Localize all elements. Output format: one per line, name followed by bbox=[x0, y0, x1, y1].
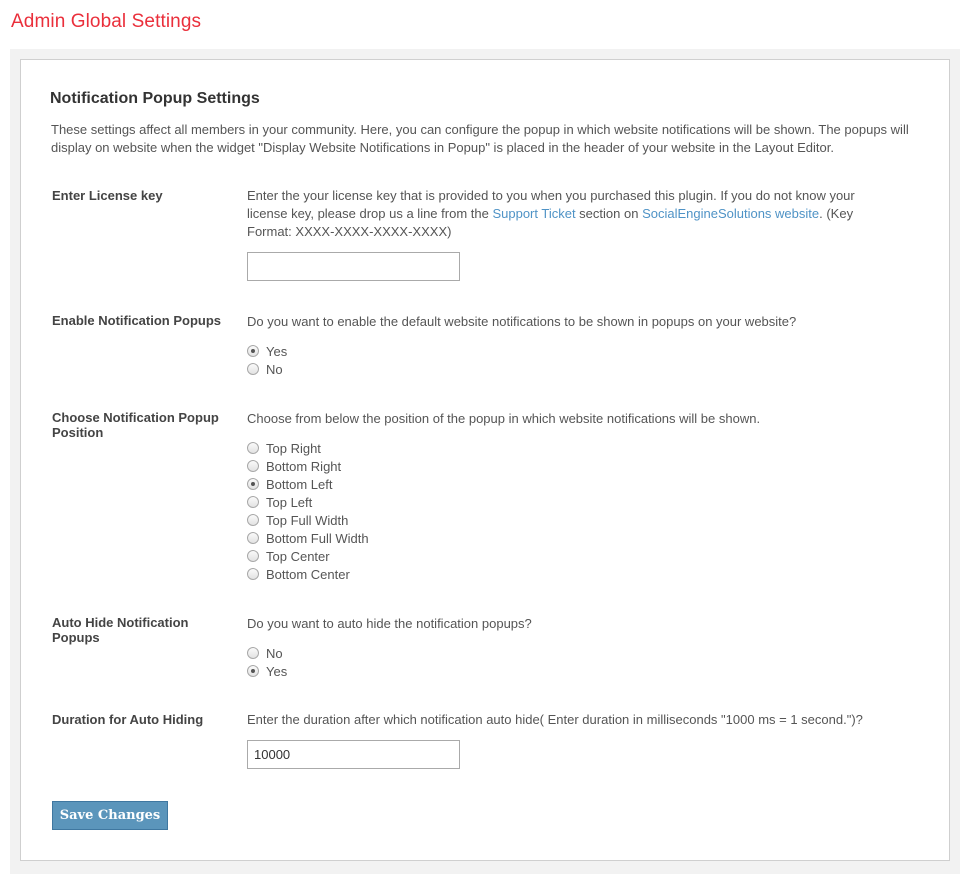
radio-button[interactable] bbox=[247, 345, 259, 357]
radio-label: Yes bbox=[266, 343, 288, 359]
radio-button[interactable] bbox=[247, 665, 259, 677]
radio-label: Bottom Left bbox=[266, 476, 333, 492]
radio-button[interactable] bbox=[247, 647, 259, 659]
license-desc-text-1: Enter the your license key that is provided to you when you purchased this plugin. If you do not know your license key, please drop us a line from the bbox=[247, 188, 855, 221]
auto-hide-option-yes[interactable] bbox=[247, 662, 287, 680]
section-description: These settings affect all members in your community. Here, you can configure the popup in which website notifications will be shown. The popups will display on website when the widget "Display Website Notifications in Popup" is placed in the header of your website in the Layout Editor. bbox=[51, 122, 909, 155]
position-option-top-right[interactable] bbox=[247, 439, 369, 457]
enable-option-yes[interactable] bbox=[247, 342, 287, 360]
enable-popups-options bbox=[247, 342, 287, 378]
license-desc-text-2: section on bbox=[575, 206, 643, 221]
settings-form bbox=[20, 59, 950, 861]
position-option-bottom-right[interactable] bbox=[247, 457, 369, 475]
radio-button[interactable] bbox=[247, 514, 259, 526]
radio-button[interactable] bbox=[247, 496, 259, 508]
section-title: Notification Popup Settings bbox=[50, 90, 260, 107]
radio-label: Top Center bbox=[266, 548, 330, 564]
license-key-label: Enter License key bbox=[52, 188, 163, 203]
radio-label: Yes bbox=[266, 663, 288, 679]
radio-label: Bottom Right bbox=[266, 458, 342, 474]
popup-position-description: Choose from below the position of the popup in which website notifications will be shown. bbox=[247, 411, 761, 426]
enable-option-no[interactable] bbox=[247, 360, 287, 378]
popup-position-options bbox=[247, 439, 369, 583]
settings-container bbox=[10, 49, 960, 874]
save-changes-button[interactable]: Save Changes bbox=[52, 801, 168, 830]
radio-label: Top Full Width bbox=[266, 512, 349, 528]
radio-button[interactable] bbox=[247, 532, 259, 544]
license-desc-text-3: . (Key Format: XXXX-XXXX-XXXX-XXXX) bbox=[247, 206, 854, 239]
page-title: Admin Global Settings bbox=[11, 11, 202, 32]
radio-button[interactable] bbox=[247, 442, 259, 454]
socialenginesolutions-link[interactable]: SocialEngineSolutions website bbox=[642, 206, 820, 221]
enable-popups-description: Do you want to enable the default website notifications to be shown in popups on your website? bbox=[247, 314, 797, 329]
radio-label: No bbox=[266, 361, 283, 377]
popup-position-label: Choose Notification Popup Position bbox=[52, 410, 219, 440]
auto-hide-description: Do you want to auto hide the notification popups? bbox=[247, 616, 532, 631]
position-option-top-left[interactable] bbox=[247, 493, 369, 511]
radio-label: No bbox=[266, 645, 283, 661]
position-option-bottom-left[interactable] bbox=[247, 475, 369, 493]
duration-input[interactable] bbox=[247, 740, 460, 769]
radio-label: Top Left bbox=[266, 494, 313, 510]
radio-label: Bottom Full Width bbox=[266, 530, 369, 546]
license-key-description bbox=[247, 187, 887, 241]
auto-hide-label: Auto Hide Notification Popups bbox=[52, 615, 189, 645]
position-option-bottom-center[interactable] bbox=[247, 565, 369, 583]
radio-button[interactable] bbox=[247, 568, 259, 580]
radio-button[interactable] bbox=[247, 550, 259, 562]
license-key-input[interactable] bbox=[247, 252, 460, 281]
enable-popups-label: Enable Notification Popups bbox=[52, 313, 222, 328]
support-ticket-link[interactable]: Support Ticket bbox=[492, 206, 576, 221]
radio-button[interactable] bbox=[247, 460, 259, 472]
radio-button[interactable] bbox=[247, 478, 259, 490]
auto-hide-options bbox=[247, 644, 287, 680]
auto-hide-option-no[interactable] bbox=[247, 644, 287, 662]
position-option-top-center[interactable] bbox=[247, 547, 369, 565]
duration-label: Duration for Auto Hiding bbox=[52, 712, 204, 727]
radio-label: Bottom Center bbox=[266, 566, 350, 582]
radio-label: Top Right bbox=[266, 440, 321, 456]
duration-description: Enter the duration after which notification auto hide( Enter duration in milliseconds "1000 ms = 1 second.")? bbox=[247, 712, 863, 727]
position-option-bottom-full-width[interactable] bbox=[247, 529, 369, 547]
position-option-top-full-width[interactable] bbox=[247, 511, 369, 529]
radio-button[interactable] bbox=[247, 363, 259, 375]
